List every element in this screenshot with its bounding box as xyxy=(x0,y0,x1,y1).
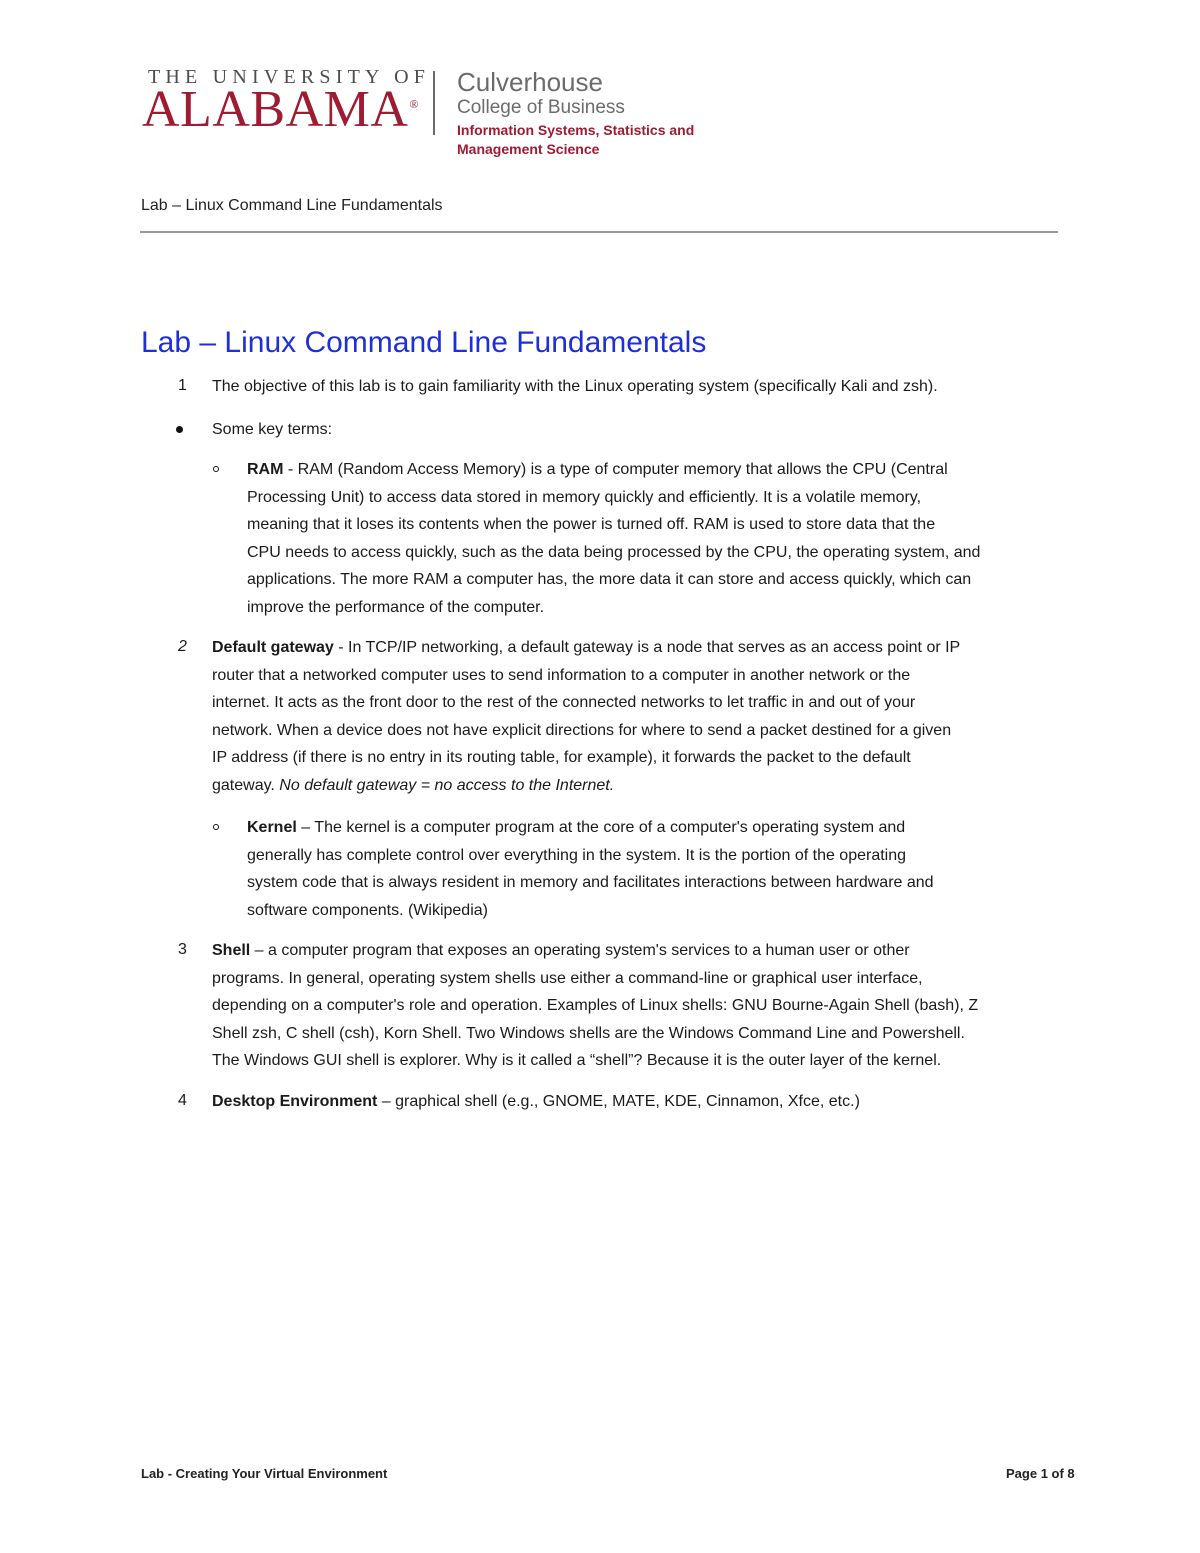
bullet-circle-icon xyxy=(213,824,219,830)
footer-lab-title: Lab - Creating Your Virtual Environment xyxy=(141,1466,388,1481)
list-marker-3: 3 xyxy=(178,941,187,958)
header-title: Lab – Linux Command Line Fundamentals xyxy=(141,197,443,214)
kernel-line-1 xyxy=(247,814,934,842)
gateway-definition xyxy=(212,634,960,799)
gateway-line-6 xyxy=(212,772,960,800)
objective-text: The objective of this lab is to gain familiarity with the Linux operating system (specifically Kali and zsh). xyxy=(212,378,938,395)
logo-college-name: Culverhouse xyxy=(457,67,603,97)
logo-divider xyxy=(433,71,435,135)
logo-college-sub: College of Business xyxy=(457,97,625,118)
shell-line-3: depending on a computer's role and operation. Examples of Linux shells: GNU Bourne-Again Shell (bash), Z xyxy=(212,997,979,1014)
kernel-term: Kernel xyxy=(247,819,297,836)
bullet-dot-icon xyxy=(176,426,183,433)
ram-line-1 xyxy=(247,456,980,484)
gateway-line-1 xyxy=(212,634,960,662)
page-current: 1 xyxy=(1040,1466,1048,1481)
gateway-line-6-prefix: gateway. xyxy=(212,776,280,794)
ram-line-1-text: - RAM (Random Access Memory) is a type of computer memory that allows the CPU (Central xyxy=(283,461,948,478)
gateway-emphasis: No default gateway = no access to the Internet. xyxy=(279,776,615,794)
shell-line-2: programs. In general, operating system shells use either a command-line or graphical user interface, xyxy=(212,969,923,987)
shell-term: Shell xyxy=(212,942,251,959)
logo-department-line1: Information Systems, Statistics and xyxy=(457,122,695,138)
gateway-line-4: network. When a device does not have explicit directions for where to send a packet destined for a given xyxy=(212,721,952,739)
page-of: of xyxy=(1047,1466,1068,1481)
desktop-definition xyxy=(212,1088,860,1116)
shell-line-4: Shell zsh, C shell (csh), Korn Shell. Two Windows shells are the Windows Command Line and Powershell. xyxy=(212,1024,965,1042)
gateway-line-2: router that a networked computer uses to send information to a computer in another network or the xyxy=(212,666,911,684)
list-marker-4: 4 xyxy=(178,1092,187,1109)
logo-alabama xyxy=(142,81,420,138)
kernel-line-4: software components. (Wikipedia) xyxy=(247,901,488,919)
logo-university-line: THE UNIVERSITY OF xyxy=(148,66,431,88)
kernel-line-1-text: – The kernel is a computer program at the core of a computer's operating system and xyxy=(296,819,906,836)
header-divider xyxy=(140,231,1058,233)
kernel-line-2: generally has complete control over everything in the system. It is the portion of the operating xyxy=(247,846,907,864)
kernel-definition xyxy=(247,814,934,924)
shell-definition xyxy=(212,937,978,1075)
registered-mark: ® xyxy=(409,96,420,111)
ram-line-2: Processing Unit) to access data stored in memory quickly and efficiently. It is a volatile memory, xyxy=(247,488,922,506)
ram-line-5: applications. The more RAM a computer has, the more data it can store and access quickly, which can xyxy=(247,571,972,588)
gateway-line-1-text: - In TCP/IP networking, a default gateway is a node that serves as an access point or IP xyxy=(333,639,961,656)
list-marker-2: 2 xyxy=(178,638,187,655)
shell-line-1-text: – a computer program that exposes an operating system's services to a human user or other xyxy=(250,942,910,959)
ram-line-4: CPU needs to access quickly, such as the data being processed by the CPU, the operating system, and xyxy=(247,543,981,561)
gateway-line-3: internet. It acts as the front door to the rest of the connected networks to let traffic in and out of your xyxy=(212,694,916,711)
page-label: Page xyxy=(1006,1466,1041,1481)
shell-line-5: The Windows GUI shell is explorer. Why is it called a “shell”? Because it is the outer layer of the kernel. xyxy=(212,1052,942,1069)
list-marker-1: 1 xyxy=(178,377,187,394)
ram-definition xyxy=(247,456,980,621)
desktop-text: – graphical shell (e.g., GNOME, MATE, KDE, Cinnamon, Xfce, etc.) xyxy=(377,1093,860,1110)
desktop-term: Desktop Environment xyxy=(212,1093,378,1110)
kernel-line-3: system code that is always resident in memory and facilitates interactions between hardware and xyxy=(247,874,934,891)
shell-line-1 xyxy=(212,937,978,965)
gateway-term: Default gateway xyxy=(212,639,334,656)
bullet-circle-icon xyxy=(213,466,219,472)
gateway-line-5: IP address (if there is no entry in its routing table, for example), it forwards the packet to the default xyxy=(212,749,911,766)
ram-line-3: meaning that it loses its contents when the power is turned off. RAM is used to store data that the xyxy=(247,516,936,533)
page-total: 8 xyxy=(1067,1466,1075,1481)
document-title: Lab – Linux Command Line Fundamentals xyxy=(141,326,707,359)
logo-department-line2: Management Science xyxy=(457,141,600,157)
footer-page-number xyxy=(1006,1466,1075,1481)
ram-term: RAM xyxy=(247,461,284,478)
logo-alabama-text: ALABAMA xyxy=(142,81,409,138)
ram-line-6: improve the performance of the computer. xyxy=(247,598,545,616)
key-terms-label: Some key terms: xyxy=(212,421,333,438)
